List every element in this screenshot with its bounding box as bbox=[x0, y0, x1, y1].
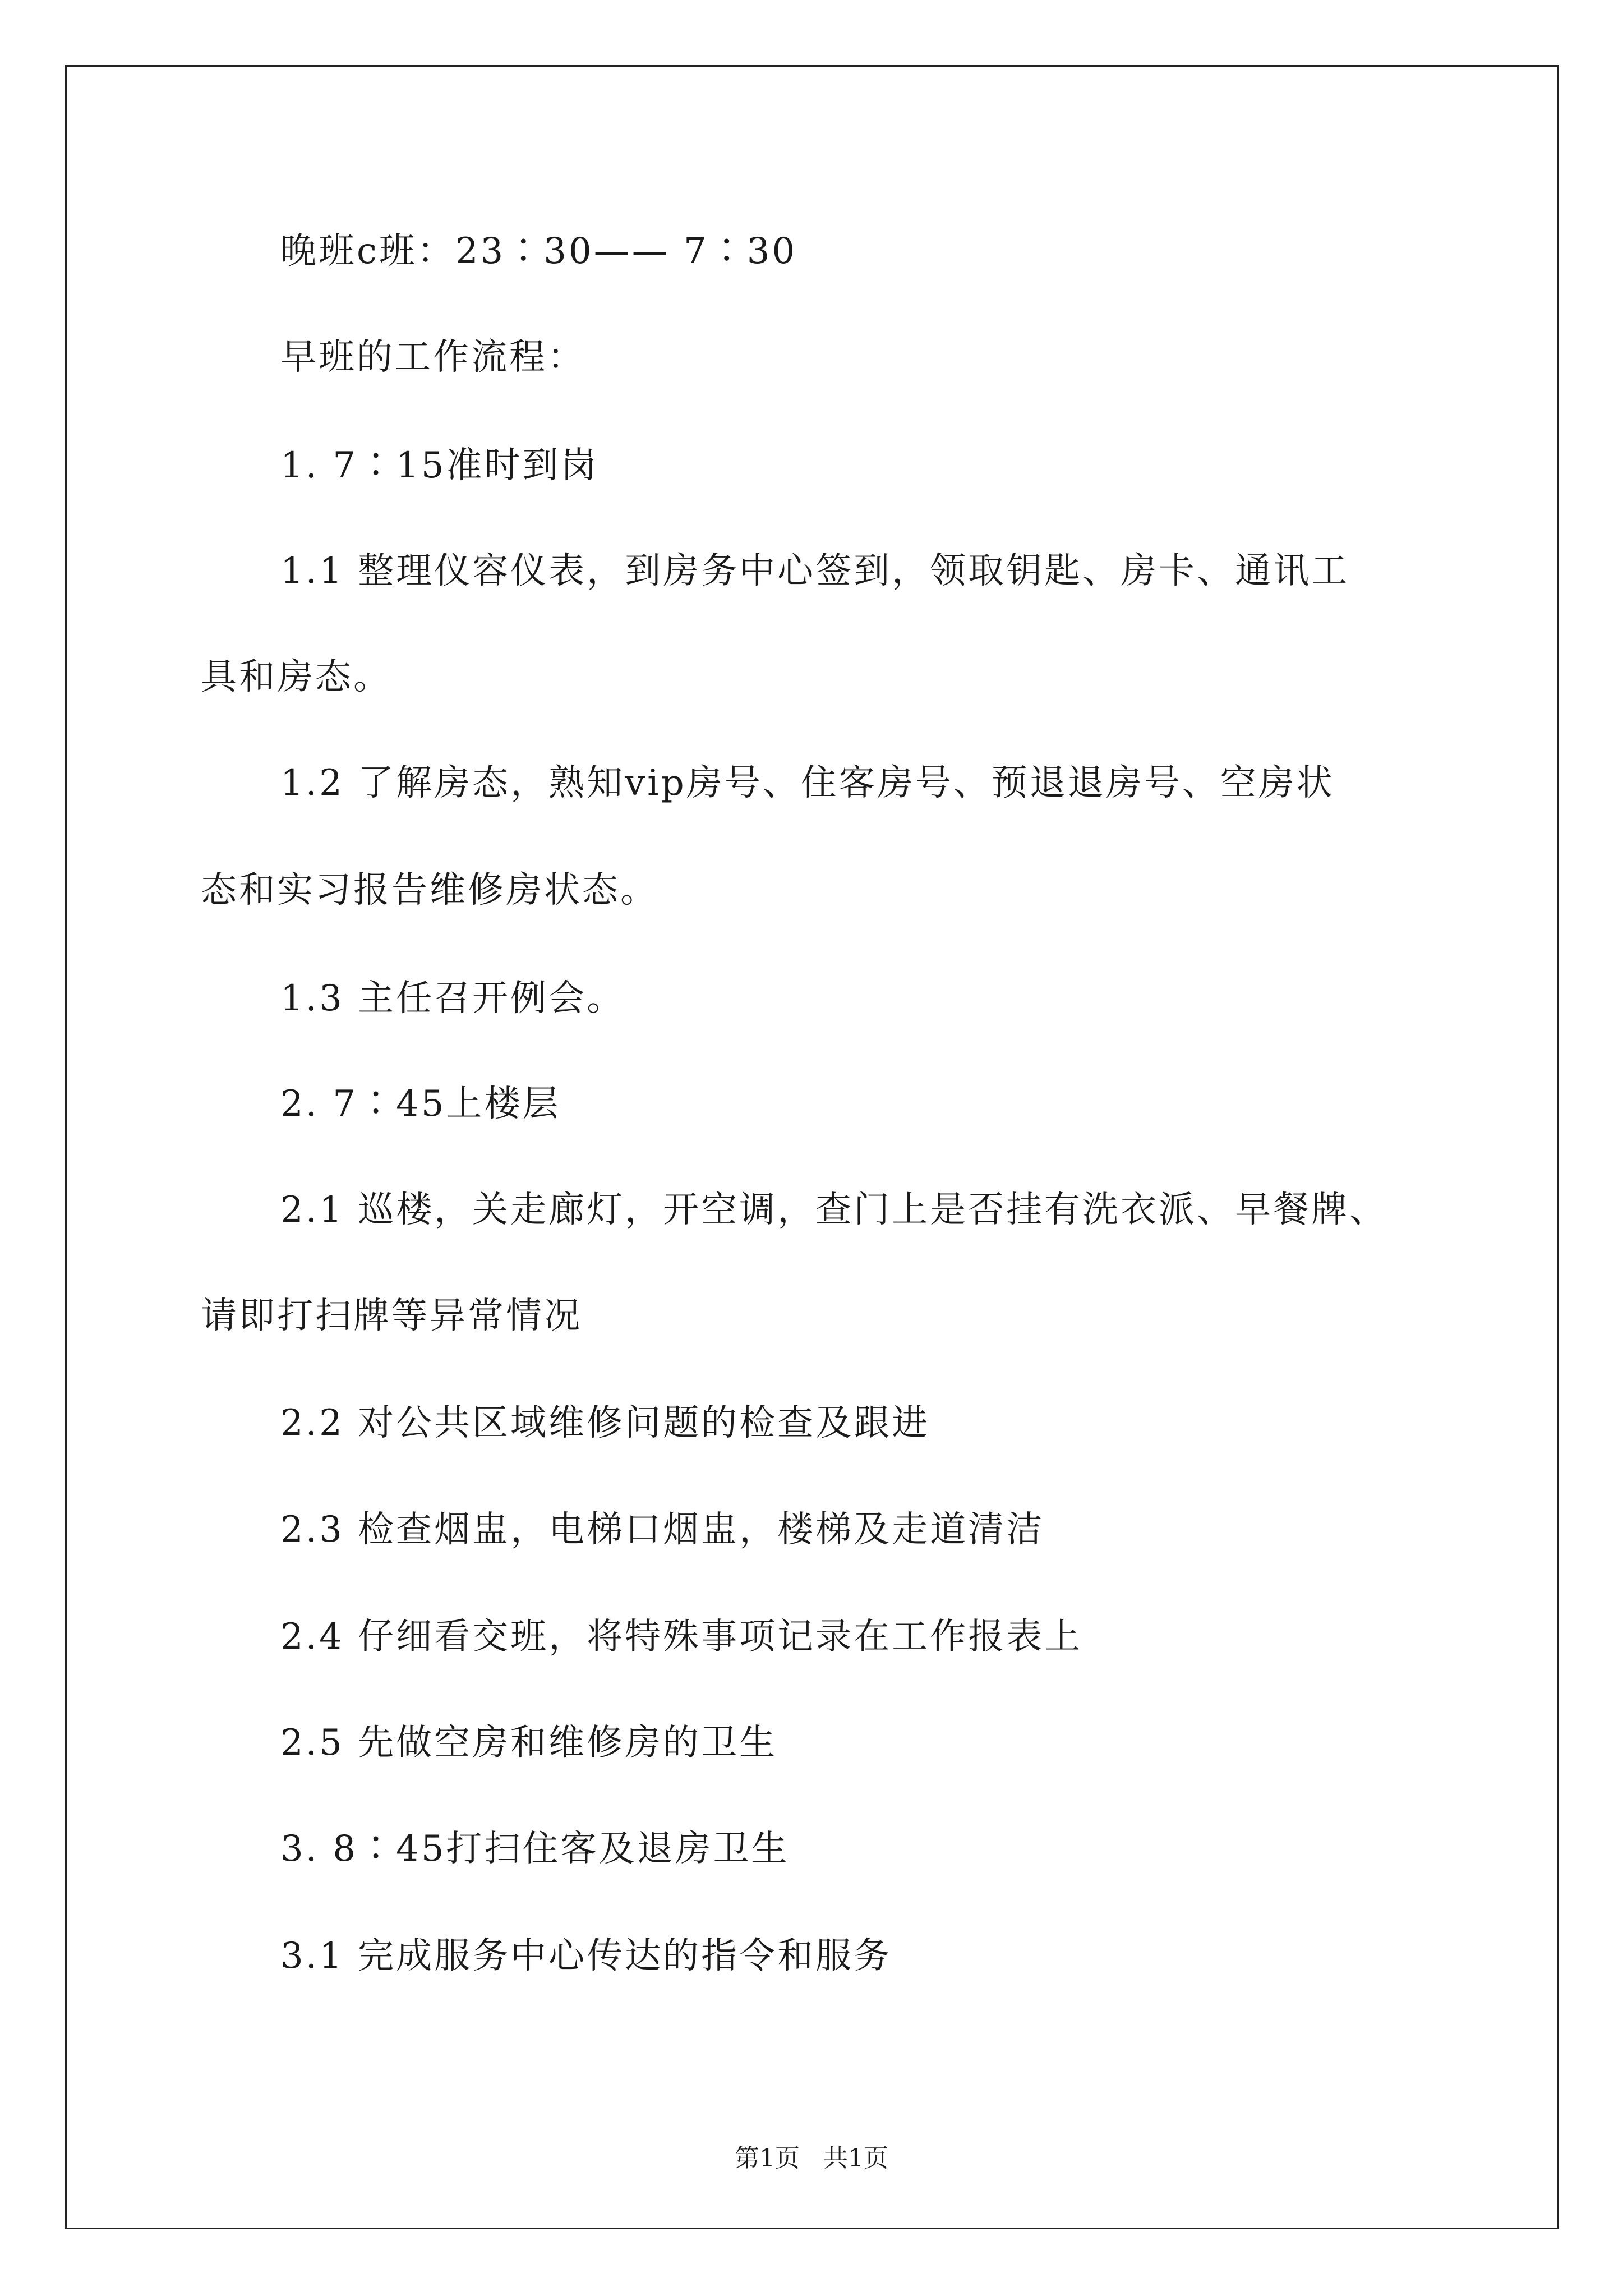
paragraph-line: 具和房态。 bbox=[201, 656, 391, 698]
paragraph-line: 2.4 仔细看交班，将特殊事项记录在工作报表上 bbox=[280, 1616, 1083, 1658]
paragraph-line: 3.1 完成服务中心传达的指令和服务 bbox=[280, 1935, 892, 1977]
paragraph-line: 2.3 检查烟盅，电梯口烟盅，楼梯及走道清洁 bbox=[280, 1509, 1045, 1550]
paragraph-line: 态和实习报告维修房状态。 bbox=[201, 869, 658, 911]
paragraph-line: 2.5 先做空房和维修房的卫生 bbox=[280, 1722, 778, 1764]
shift-time-line: 晚班c班：23∶30—— 7∶30 bbox=[280, 231, 797, 272]
step-heading: 2. 7∶45上楼层 bbox=[280, 1083, 561, 1125]
paragraph-line: 2.1 巡楼，关走廊灯，开空调，查门上是否挂有洗衣派、早餐牌、 bbox=[280, 1189, 1388, 1231]
page-border bbox=[65, 65, 1559, 2229]
page-number-footer: 第1页 共1页 bbox=[735, 2144, 888, 2173]
paragraph-line: 2.2 对公共区域维修问题的检查及跟进 bbox=[280, 1402, 930, 1444]
step-heading: 3. 8∶45打扫住客及退房卫生 bbox=[280, 1828, 790, 1870]
paragraph-line: 1.3 主任召开例会。 bbox=[280, 978, 625, 1019]
step-heading: 1. 7∶15准时到岗 bbox=[280, 445, 599, 486]
paragraph-line: 1.2 了解房态，熟知vip房号、住客房号、预退退房号、空房状 bbox=[280, 762, 1335, 804]
section-heading: 早班的工作流程： bbox=[280, 337, 585, 378]
paragraph-line: 1.1 整理仪容仪表，到房务中心签到，领取钥匙、房卡、通讯工 bbox=[280, 550, 1350, 592]
paragraph-line: 请即打扫牌等异常情况 bbox=[201, 1295, 582, 1337]
